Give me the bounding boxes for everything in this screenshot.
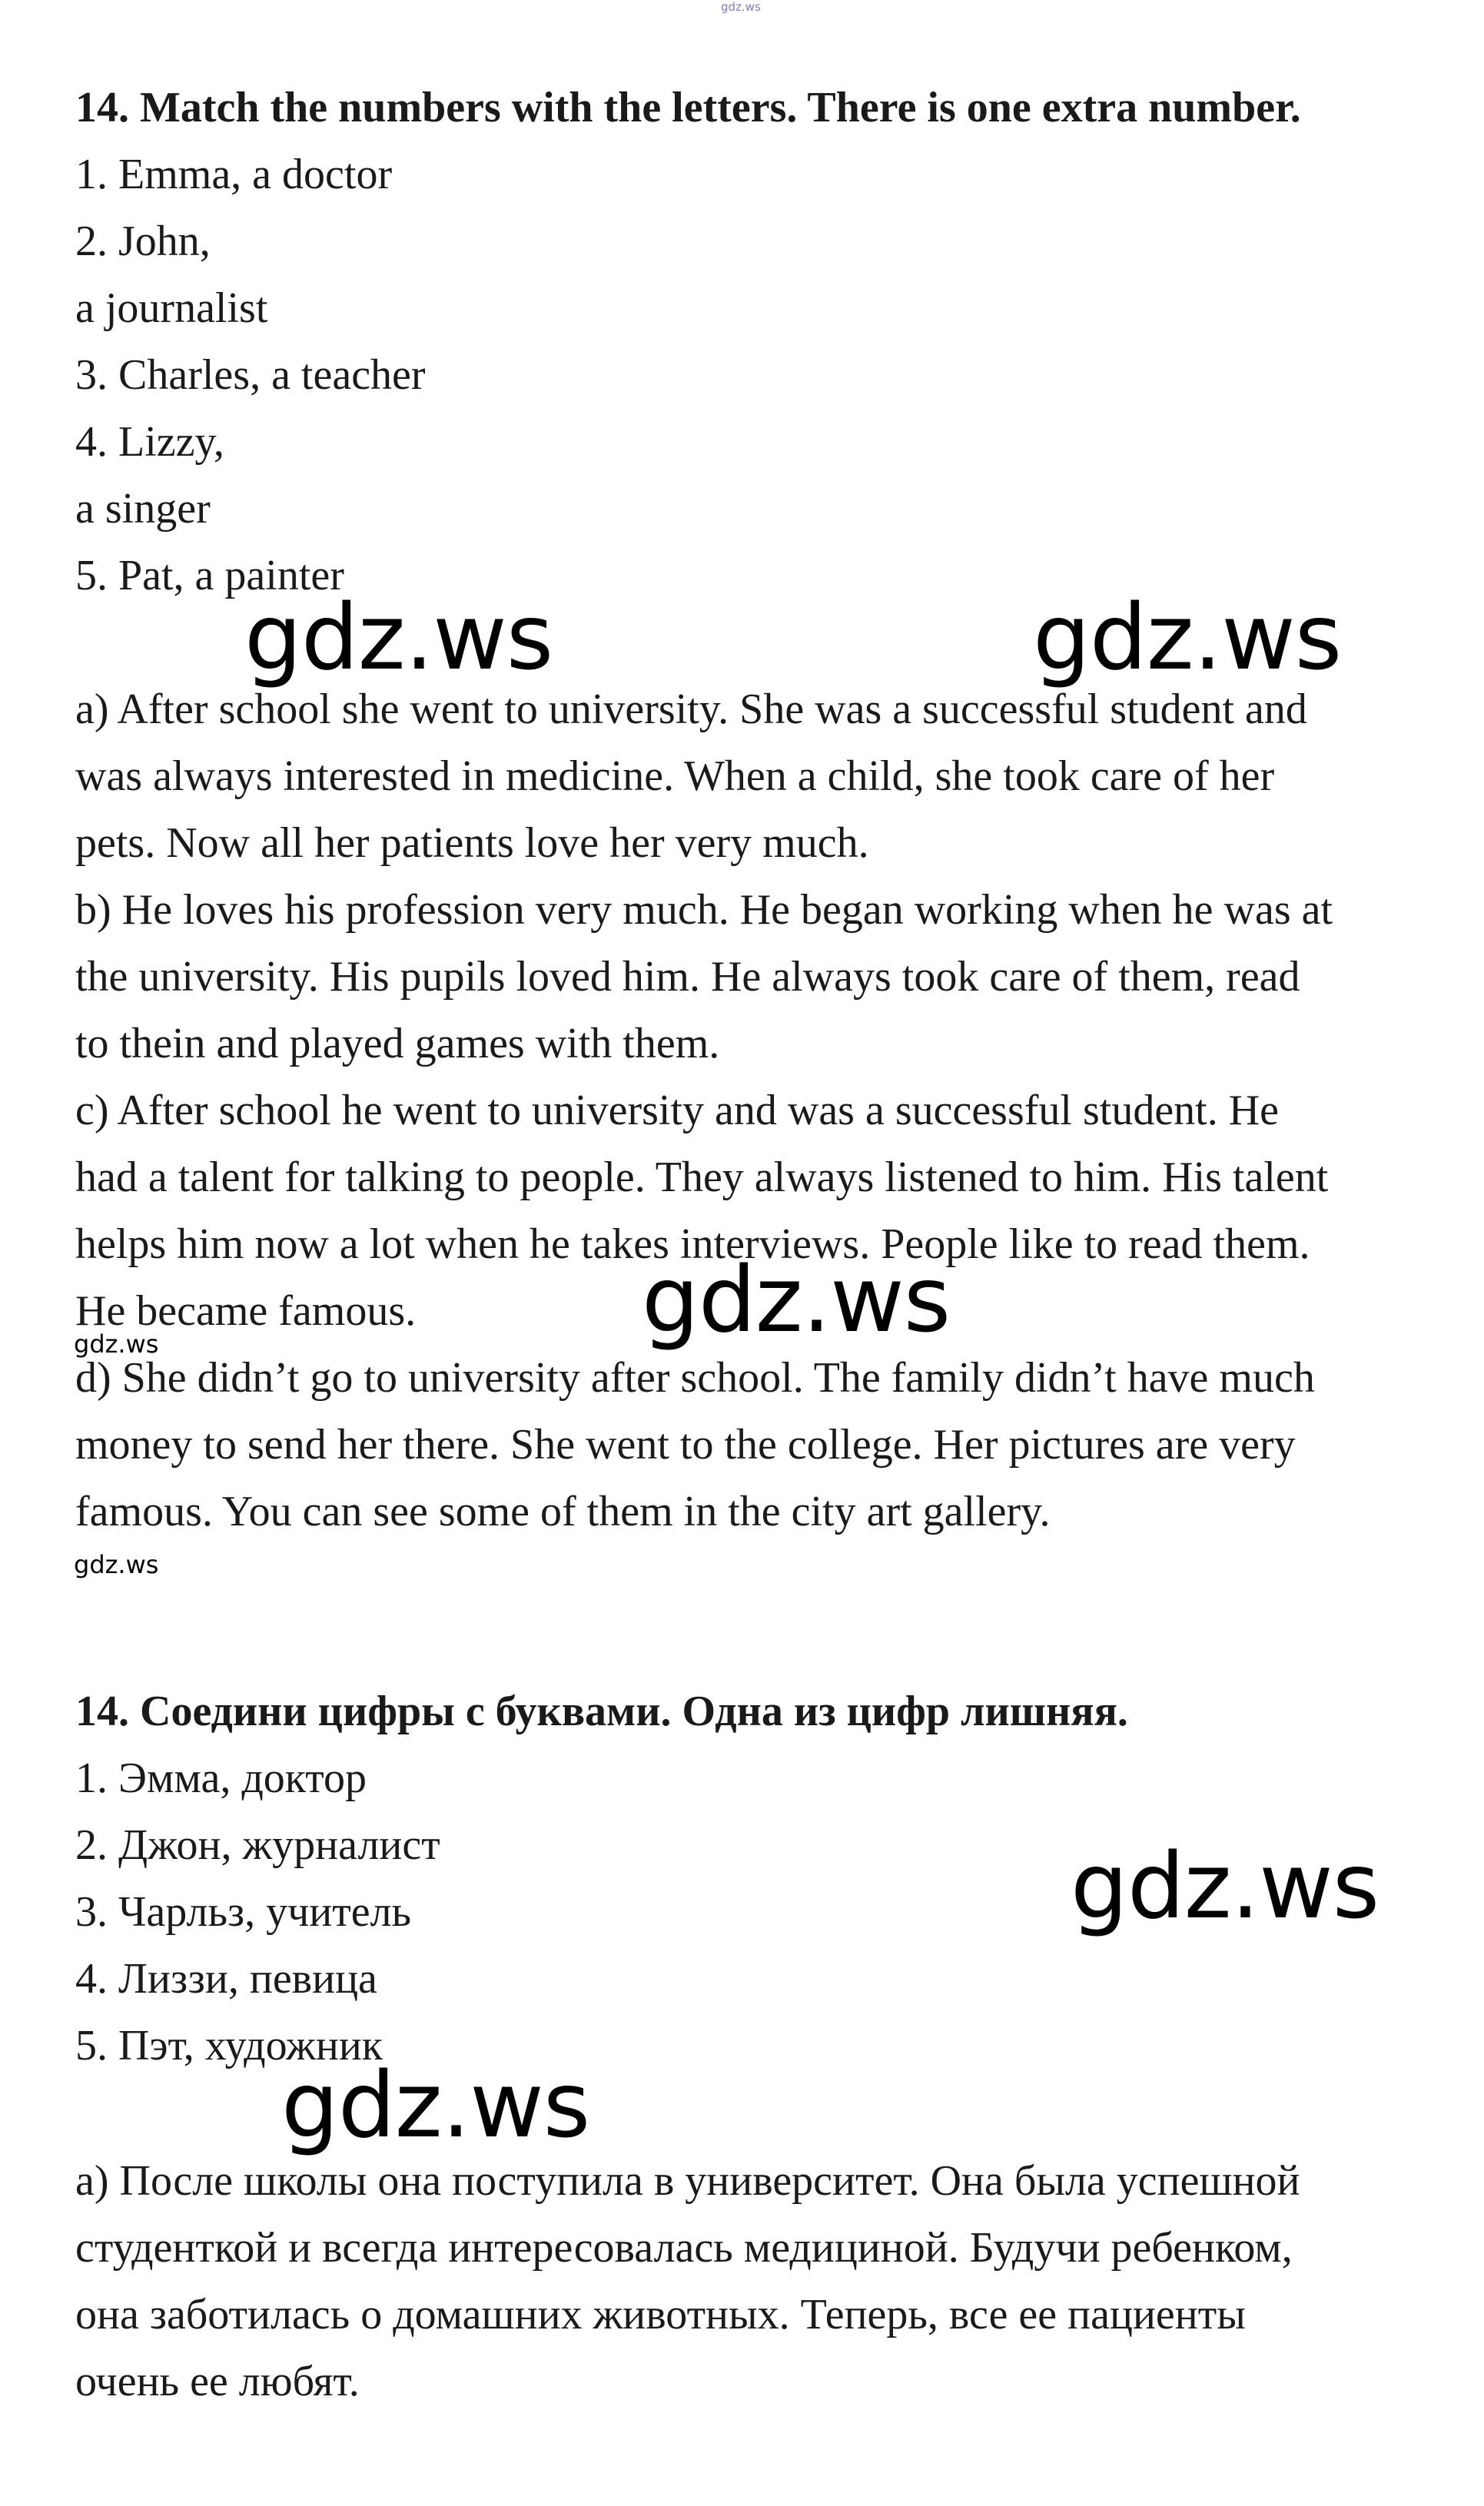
english-paragraph-line: helps him now a lot when he takes interviews. People like to read them.	[75, 1220, 1310, 1268]
russian-paragraph-line: она заботилась о домашних животных. Теперь, все ее пациенты	[75, 2291, 1246, 2338]
watermark-small-2: gdz.ws	[74, 1550, 159, 1579]
watermark-small-1: gdz.ws	[74, 1329, 159, 1359]
english-paragraph-line: b) He loves his profession very much. He began working when he was at	[75, 886, 1333, 934]
russian-item-1: 1. Эмма, доктор	[75, 1754, 367, 1802]
english-item-1: 1. Emma, a doctor	[75, 151, 393, 198]
english-item-3: 3. Charles, a teacher	[75, 351, 426, 399]
watermark-4: gdz.ws	[1071, 1833, 1379, 1939]
english-paragraph-line: c) After school he went to university and was a successful student. He	[75, 1087, 1280, 1134]
english-paragraph-line: was always interested in medicine. When a child, she took care of her	[75, 752, 1275, 800]
english-paragraph-line: the university. His pupils loved him. He always took care of them, read	[75, 953, 1300, 1001]
english-paragraph-line: He became famous.	[75, 1287, 417, 1335]
english-paragraph-line: d) She didn’t go to university after school. The family didn’t have much	[75, 1354, 1315, 1402]
english-paragraph-line: to thein and played games with them.	[75, 1020, 720, 1067]
russian-heading: 14. Соедини цифры с буквами. Одна из цифр лишняя.	[75, 1688, 1128, 1735]
watermark-3: gdz.ws	[642, 1246, 951, 1353]
russian-paragraph-line: очень ее любят.	[75, 2358, 360, 2405]
english-item-4: 4. Lizzy,	[75, 418, 224, 466]
english-item-5: 5. Pat, a painter	[75, 552, 344, 599]
russian-paragraph-line: студенткой и всегда интересовалась медициной. Будучи ребенком,	[75, 2224, 1293, 2272]
russian-item-4: 4. Лиззи, певица	[75, 1955, 377, 2003]
english-paragraph-line: pets. Now all her patients love her very much.	[75, 819, 869, 867]
english-paragraph-line: money to send her there. She went to the college. Her pictures are very	[75, 1421, 1296, 1469]
english-item-2: 2. John,	[75, 217, 211, 265]
watermark-2: gdz.ws	[1033, 584, 1342, 690]
english-heading: 14. Match the numbers with the letters. There is one extra number.	[75, 84, 1301, 131]
english-paragraph-line: a) After school she went to university. She was a successful student and	[75, 685, 1307, 733]
russian-paragraph-line: а) После школы она поступила в университет. Она была успешной	[75, 2157, 1300, 2205]
english-item-4-cont: a singer	[75, 485, 211, 533]
russian-item-2: 2. Джон, журналист	[75, 1821, 440, 1869]
russian-item-5: 5. Пэт, художник	[75, 2022, 383, 2070]
english-paragraph-line: had a talent for talking to people. They always listened to him. His talent	[75, 1153, 1329, 1201]
english-paragraph-line: famous. You can see some of them in the city art gallery.	[75, 1488, 1051, 1535]
watermark-top: gdz.ws	[721, 0, 761, 14]
watermark-5: gdz.ws	[281, 2052, 590, 2158]
watermark-1: gdz.ws	[244, 584, 553, 690]
english-item-2-cont: a journalist	[75, 284, 268, 332]
russian-item-3: 3. Чарльз, учитель	[75, 1888, 412, 1936]
